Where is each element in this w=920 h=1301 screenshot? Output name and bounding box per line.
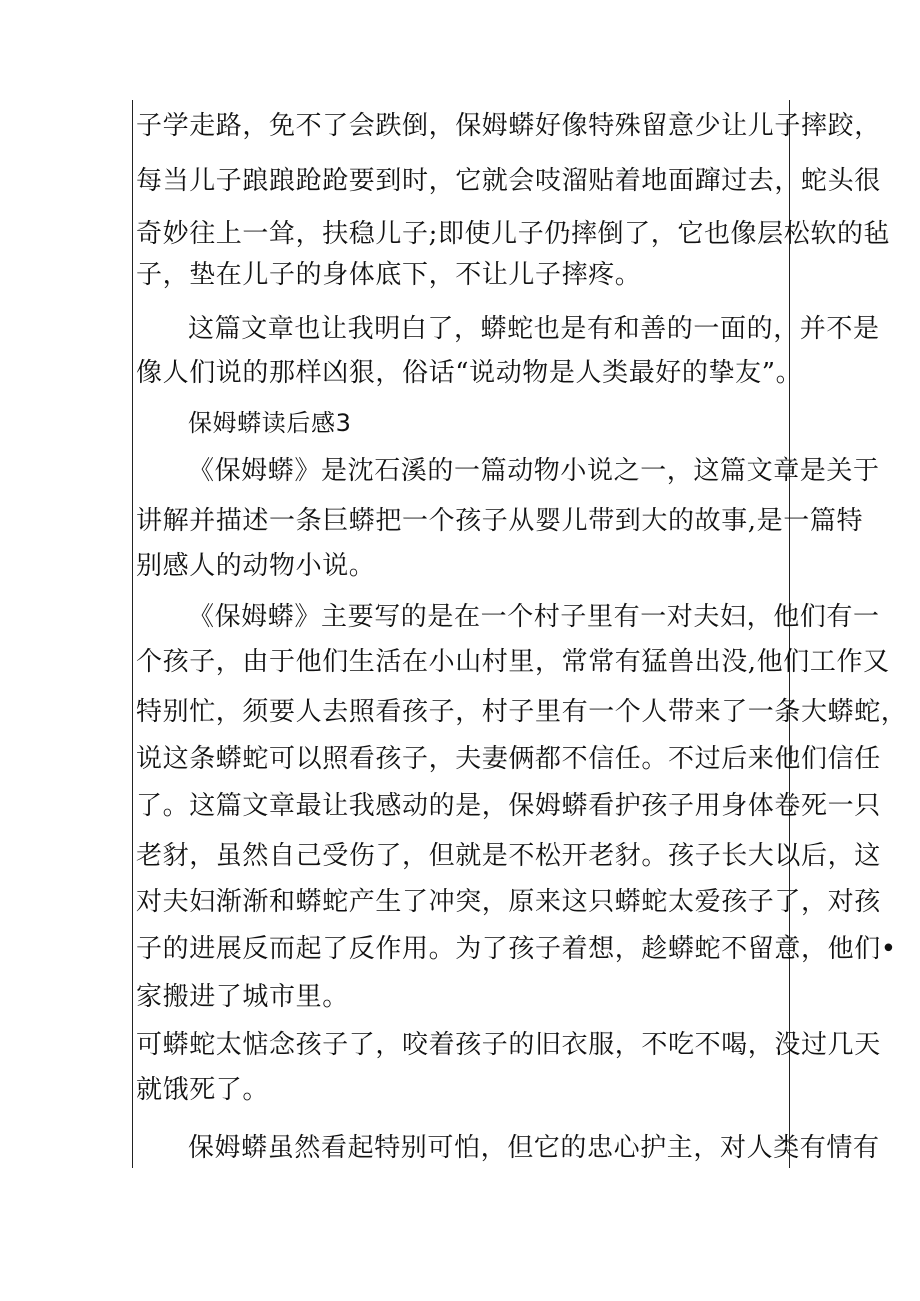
text-line: 就饿死了。 bbox=[136, 1075, 270, 1105]
paragraph-start-line: 《保姆蟒》主要写的是在一个村子里有一对夫妇，他们有一 bbox=[188, 602, 880, 632]
text-line: 老豺，虽然自己受伤了，但就是不松开老豺。孩子长大以后，这 bbox=[136, 841, 881, 871]
text-line: 讲解并描述一条巨蟒把一个孩子从婴儿带到大的故事,是一篇特 bbox=[136, 506, 864, 536]
paragraph-start-line: 《保姆蟒》是沈石溪的一篇动物小说之一，这篇文章是关于 bbox=[188, 456, 880, 486]
text-line: 家搬进了城市里。 bbox=[136, 982, 349, 1012]
text-line: 每当儿子踉踉跄跄要到时，它就会吱溜贴着地面蹿过去，蛇头很 bbox=[136, 166, 881, 196]
text-line: 了。这篇文章最让我感动的是，保姆蟒看护孩子用身体卷死一只 bbox=[136, 791, 881, 821]
text-line: 子的进展反而起了反作用。为了孩子着想，趁蟒蛇不留意，他们• bbox=[136, 934, 897, 964]
text-line: 子学走路，免不了会跌倒，保姆蟒好像特殊留意少让儿子摔跤， bbox=[136, 111, 881, 141]
paragraph-start-line: 这篇文章也让我明白了，蟒蛇也是有和善的一面的，并不是 bbox=[188, 314, 880, 344]
section-heading: 保姆蟒读后感3 bbox=[188, 409, 352, 437]
text-line: 个孩子，由于他们生活在小山村里，常常有猛兽出没,他们工作又 bbox=[136, 647, 890, 677]
text-line: 可蟒蛇太惦念孩子了，咬着孩子的旧衣服，不吃不喝，没过几天 bbox=[136, 1030, 881, 1060]
text-line: 别感人的动物小说。 bbox=[136, 551, 376, 581]
text-line: 特别忙，须要人去照看孩子，村子里有一个人带来了一条大蟒蛇， bbox=[136, 697, 908, 727]
text-line: 说这条蟒蛇可以照看孩子，夫妻俩都不信任。不过后来他们信任 bbox=[136, 744, 881, 774]
text-line: 对夫妇渐渐和蟒蛇产生了冲突，原来这只蟒蛇太爱孩子了，对孩 bbox=[136, 887, 881, 917]
text-line: 子，垫在儿子的身体底下，不让儿子摔疼。 bbox=[136, 260, 642, 290]
text-line: 奇妙往上一耸，扶稳儿子;即使儿子仍摔倒了，它也像层松软的毡 bbox=[136, 219, 891, 249]
paragraph-start-line: 保姆蟒虽然看起特别可怕，但它的忠心护主，对人类有情有 bbox=[188, 1133, 880, 1163]
text-line: 像人们说的那样凶狠，俗话“说动物是人类最好的挚友”。 bbox=[136, 358, 803, 388]
